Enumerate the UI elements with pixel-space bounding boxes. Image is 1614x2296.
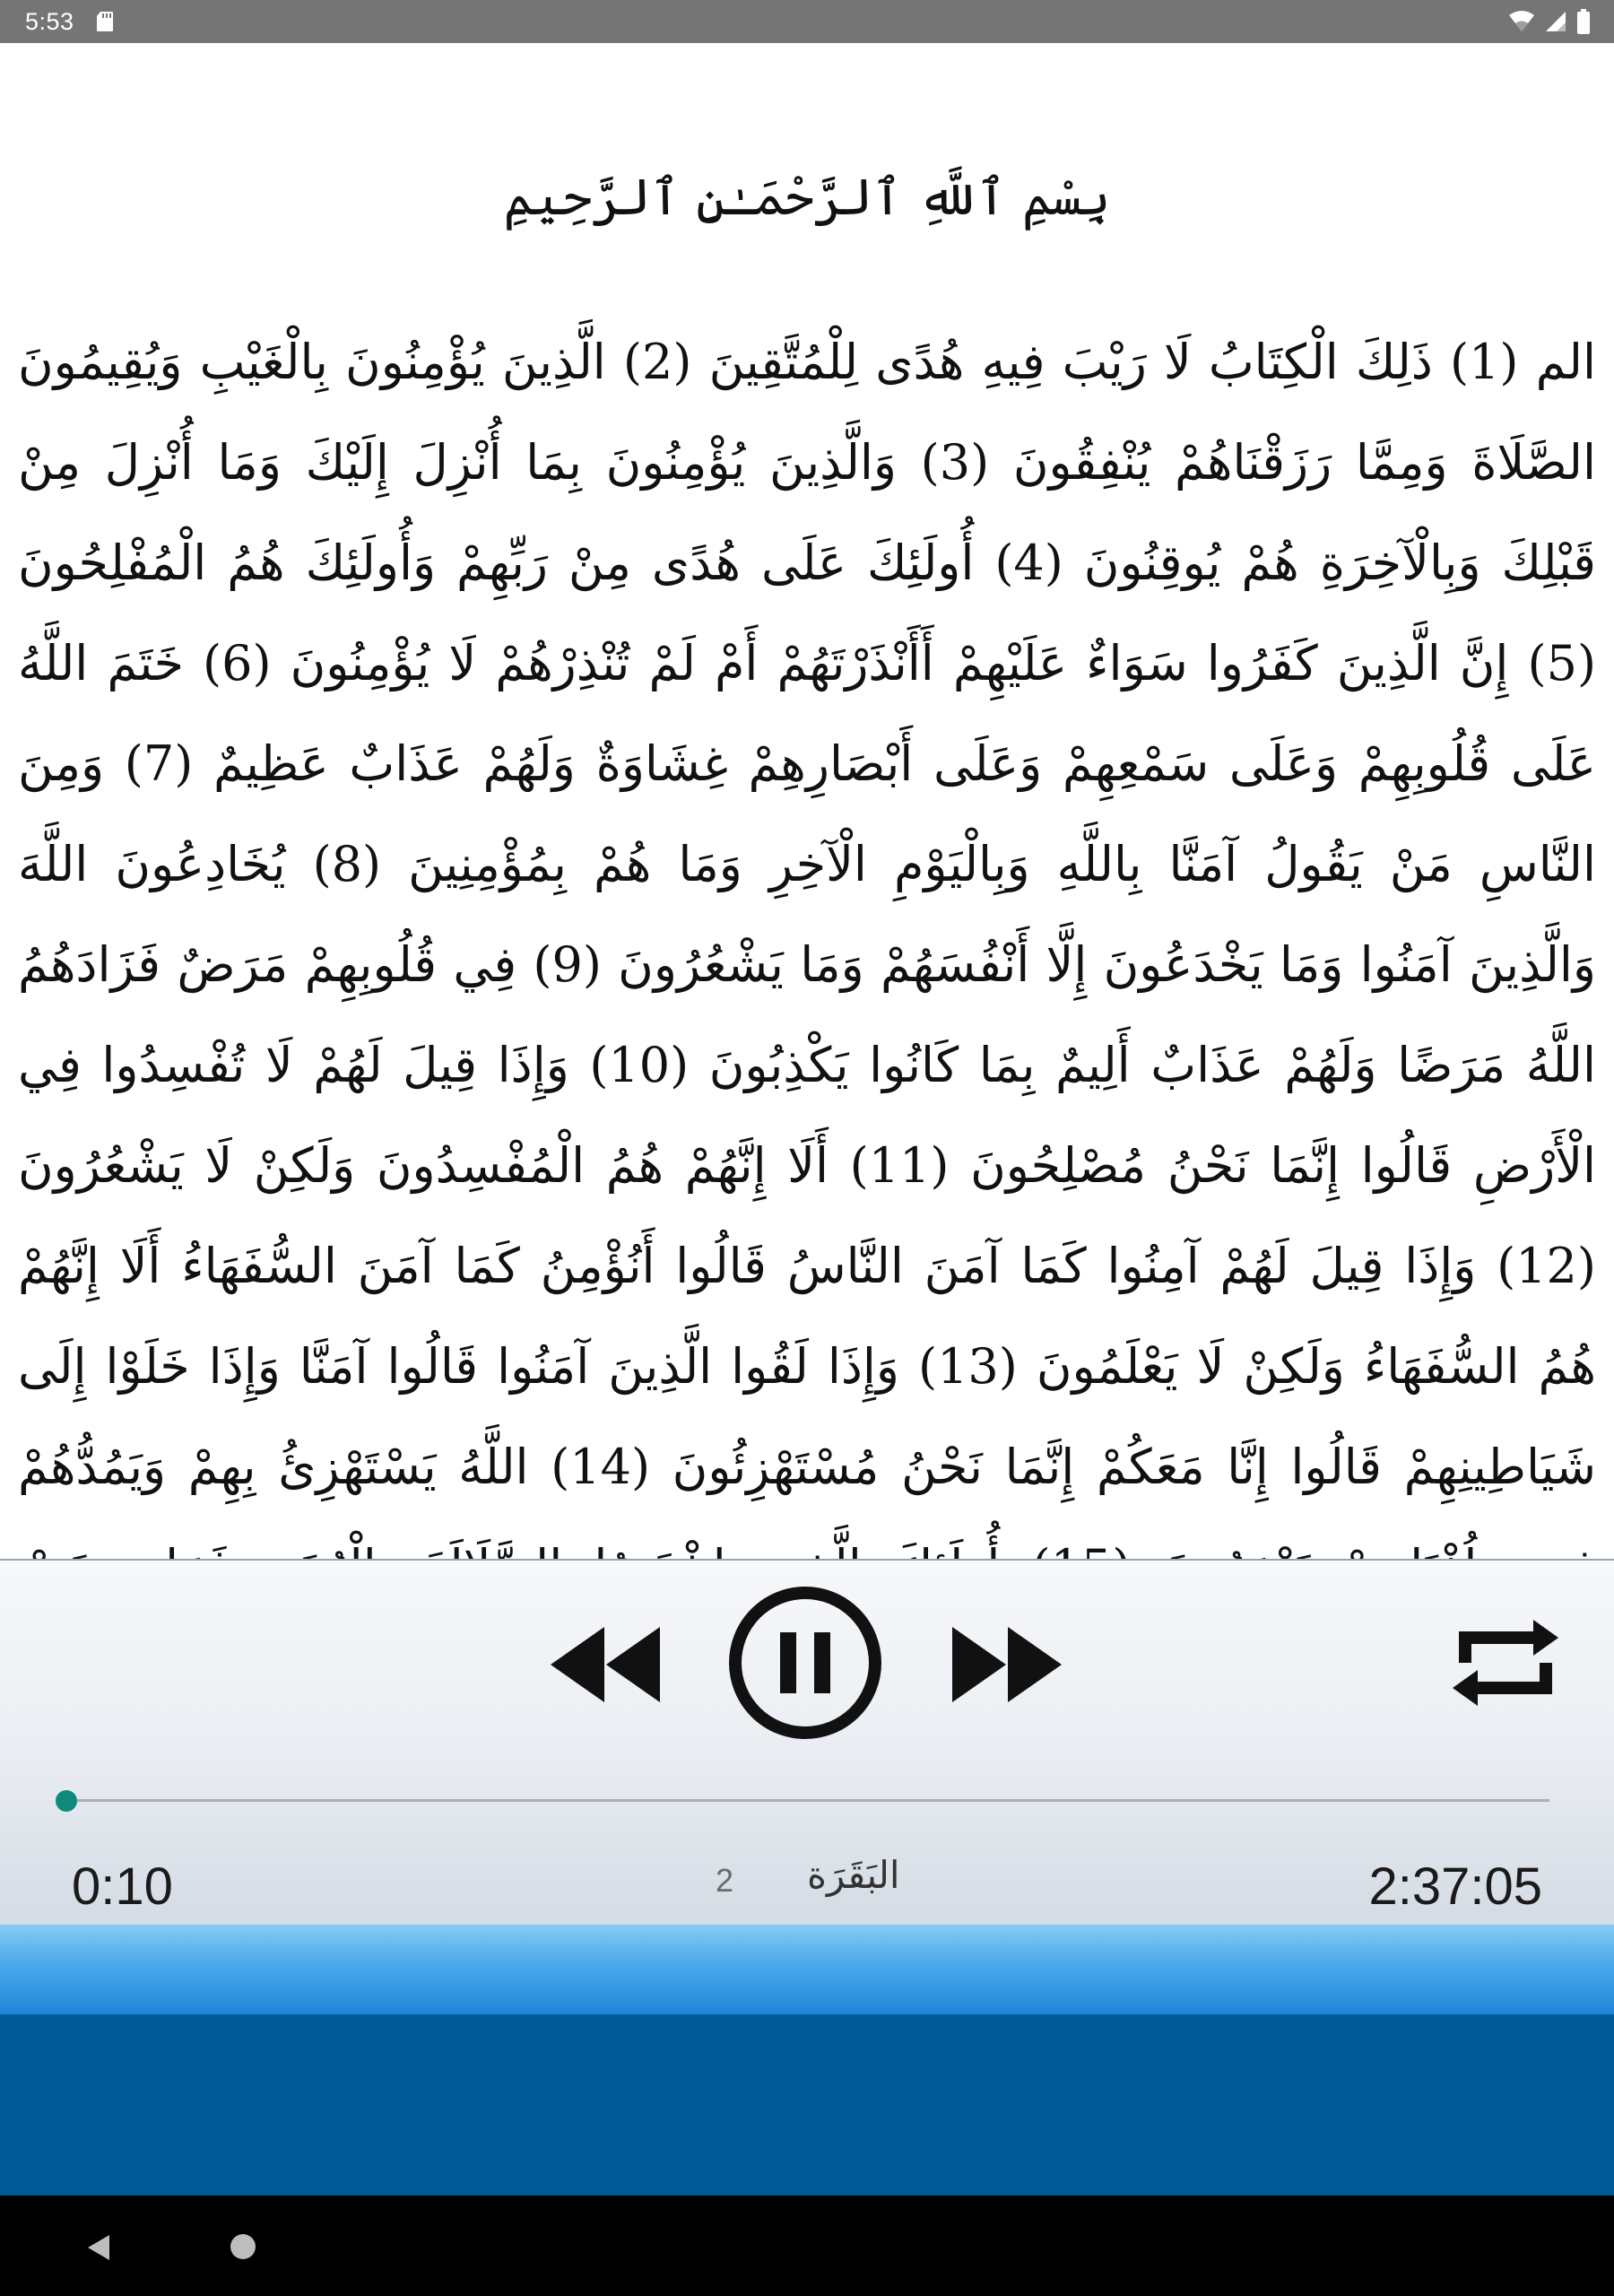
verses-text: الم (1) ذَلِكَ الْكِتَابُ لَا رَيْبَ فِيهِ هُدًى لِلْمُتَّقِينَ (2) الَّذِينَ يُؤْمِنُونَ بِالْغَيْبِ وَيُقِيمُونَ الصَّلَاةَ وَمِمَّا رَزَقْنَاهُمْ يُنْفِقُونَ (3) وَالَّذِينَ يُؤْمِنُونَ بِمَا أُنْزِلَ إِلَيْكَ وَمَا أُنْزِلَ مِنْ قَبْلِكَ وَبِالْآخِرَةِ هُمْ يُوقِنُونَ (4) أُولَئِكَ عَلَى هُدًى مِنْ رَبِّهِمْ وَأُولَئِكَ هُمُ الْمُفْلِحُونَ (5) إِنَّ الَّذِينَ كَفَرُوا سَوَاءٌ عَلَيْهِمْ أَأَنْذَرْتَهُمْ أَمْ لَمْ تُنْذِرْهُمْ لَا يُؤْمِنُونَ (6) خَتَمَ اللَّهُ عَلَى قُلُوبِهِمْ وَعَلَى سَمْعِهِمْ وَعَلَى أَبْصَارِهِمْ غِشَاوَةٌ وَلَهُمْ عَذَابٌ عَظِيمٌ (7) وَمِنَ النَّاسِ مَنْ يَقُولُ آمَنَّا بِاللَّهِ وَبِالْيَوْمِ الْآخِرِ وَمَا هُمْ بِمُؤْمِنِينَ (8) يُخَادِعُونَ اللَّهَ وَالَّذِينَ آمَنُوا وَمَا يَخْدَعُونَ إِلَّا أَنْفُسَهُمْ وَمَا يَشْعُرُونَ (9) فِي قُلُوبِهِمْ مَرَضٌ فَزَادَهُمُ اللَّهُ مَرَضًا وَلَهُمْ عَذَابٌ أَلِيمٌ بِمَا كَانُوا يَكْذِبُونَ (10) وَإِذَا قِيلَ لَهُمْ لَا تُفْسِدُوا فِي الْأَرْضِ قَالُوا إِنَّمَا نَحْنُ مُصْلِحُونَ (11) أَلَا إِنَّهُمْ هُمُ الْمُفْسِدُونَ وَلَكِنْ لَا يَشْعُرُونَ (12) وَإِذَا قِيلَ لَهُمْ آمِنُوا كَمَا آمَنَ النَّاسُ قَالُوا أَنُؤْمِنُ كَمَا آمَنَ السُّفَهَاءُ أَلَا إِنَّهُمْ هُمُ السُّفَهَاءُ وَلَكِنْ لَا يَعْلَمُونَ (13) وَإِذَا لَقُوا الَّذِينَ آمَنُوا قَالُوا آمَنَّا وَإِذَا خَلَوْا إِلَى شَيَاطِينِهِمْ قَالُوا إِنَّا مَعَكُمْ إِنَّمَا نَحْنُ مُسْتَهْزِئُونَ (14) اللَّهُ يَسْتَهْزِئُ بِهِمْ وَيَمُدُّهُمْ xyxy=(18,334,1597,1495)
quran-reader[interactable] xyxy=(0,43,1614,1559)
fast-forward-icon xyxy=(950,1620,1063,1709)
navigation-bar xyxy=(0,2196,1614,2296)
footer-panel xyxy=(0,2014,1614,2196)
repeat-button[interactable] xyxy=(1449,1600,1562,1726)
progress-thumb[interactable] xyxy=(56,1790,77,1812)
sd-card-icon xyxy=(96,11,114,32)
rewind-button[interactable] xyxy=(549,1620,662,1709)
elapsed-time: 0:10 xyxy=(72,1857,173,1916)
pause-icon xyxy=(728,1586,882,1740)
wifi-icon xyxy=(1508,10,1535,33)
signal-icon xyxy=(1544,10,1567,33)
progress-track[interactable] xyxy=(65,1799,1549,1802)
status-bar xyxy=(0,0,1614,43)
pause-button[interactable] xyxy=(728,1586,882,1740)
audio-player xyxy=(0,1559,1614,1925)
surah-name: البَقَرَة xyxy=(807,1853,900,1897)
surah-number: 2 xyxy=(716,1862,734,1899)
fast-forward-button[interactable] xyxy=(950,1620,1063,1709)
home-icon[interactable] xyxy=(230,2233,256,2260)
battery-icon xyxy=(1576,9,1591,34)
back-icon[interactable] xyxy=(82,2231,115,2264)
basmala: بِسْمِ ٱللَّهِ ٱلرَّحْمَـٰنِ ٱلرَّحِيمِ xyxy=(503,169,1111,227)
total-time: 2:37:05 xyxy=(1368,1857,1542,1916)
status-time: 5:53 xyxy=(25,7,74,35)
repeat-icon xyxy=(1449,1600,1562,1726)
rewind-icon xyxy=(549,1620,662,1709)
banner-band xyxy=(0,1925,1614,2014)
